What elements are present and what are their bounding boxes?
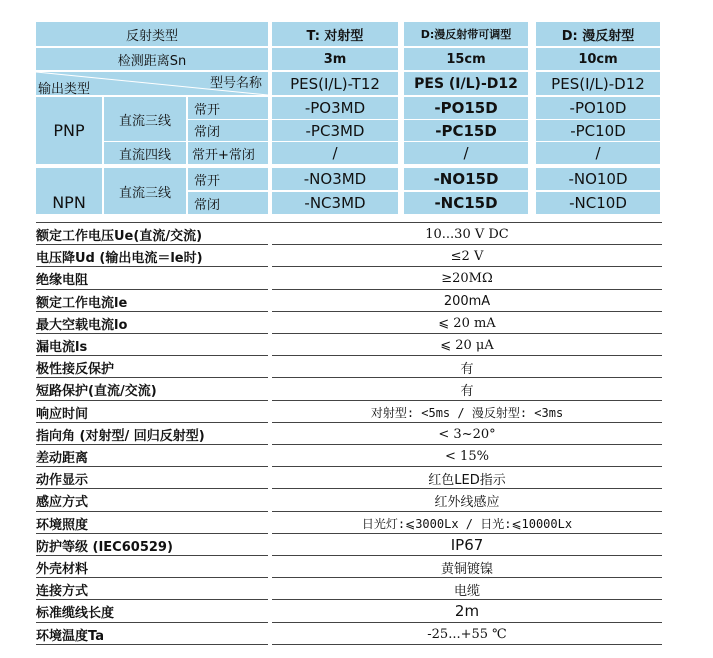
- col3-npn-nc-cell: [536, 192, 660, 214]
- col1-distance: 3m: [323, 51, 347, 67]
- col2-npn-nc: -NC15D: [434, 194, 498, 212]
- col1-npn-no-cell: [272, 168, 398, 190]
- pnp-dc3-cell: [104, 97, 186, 141]
- col1-pnp-dc4: /: [332, 144, 338, 162]
- spec-row: [36, 578, 662, 600]
- spec-value: 电缆: [453, 583, 480, 599]
- pnp-dc3-label: 直流三线: [118, 113, 171, 129]
- spec-name: 差动距离: [36, 450, 89, 466]
- col1-pnp-no: -PO3MD: [304, 99, 366, 117]
- pnp-label-cell: [36, 97, 102, 164]
- npn-no-cell: [188, 168, 268, 190]
- col2-type: D:漫反射带可调型: [420, 28, 512, 41]
- spec-value: < 3~20°: [438, 426, 496, 442]
- pnp-label: PNP: [53, 121, 85, 140]
- output-type-label: 输出类型: [38, 82, 91, 95]
- spec-row: [36, 245, 662, 267]
- spec-row: [36, 290, 662, 312]
- spec-row: [36, 445, 662, 467]
- spec-value: 红外线感应: [434, 494, 500, 510]
- type-label-cell: [36, 22, 268, 46]
- col1-npn-nc-cell: [272, 192, 398, 214]
- pnp-no-cell: [188, 97, 268, 119]
- spec-name: 指向角 (对射型/ 回归反射型): [36, 428, 205, 444]
- spec-name: 防护等级 (IEC60529): [36, 539, 173, 555]
- type-label: 反射类型: [125, 28, 178, 44]
- spec-value: -25...+55 ℃: [427, 626, 507, 642]
- spec-row: [36, 378, 662, 400]
- distance-label-cell: [36, 48, 268, 70]
- col1-pnp-nc-cell: [272, 120, 398, 141]
- npn-dc3-cell: [104, 168, 186, 214]
- spec-row: [36, 223, 662, 245]
- col3-pnp-no: -PO10D: [569, 99, 627, 117]
- spec-value: 有: [460, 383, 474, 399]
- spec-name: 环境温度Ta: [36, 628, 104, 644]
- col2-npn-no: -NO15D: [433, 170, 499, 188]
- col3-pnp-dc4-cell: [536, 142, 660, 164]
- col2-pnp-dc4: /: [463, 144, 469, 162]
- spec-row: [36, 423, 662, 445]
- spec-name: 极性接反保护: [36, 361, 115, 377]
- spec-value: 黄铜镀镍: [440, 561, 493, 577]
- output-model-header-cell: [36, 72, 268, 95]
- pnp-no-nc-cell: [188, 142, 268, 164]
- model-name-label: 型号名称: [209, 76, 262, 91]
- col2-distance-cell: [404, 48, 528, 70]
- spec-rule-left: [36, 644, 268, 645]
- spec-row: [36, 512, 662, 534]
- pnp-no-nc-label: 常开+常闭: [192, 147, 255, 163]
- col2-pnp-dc4-cell: [404, 142, 528, 164]
- pnp-nc-cell: [188, 120, 268, 141]
- col3-pnp-nc: -PC10D: [570, 121, 626, 140]
- spec-row: [36, 356, 662, 378]
- spec-name: 额定工作电流le: [36, 295, 128, 311]
- spec-name: 环境照度: [36, 517, 89, 533]
- col3-type: D: 漫反射型: [561, 28, 635, 44]
- spec-name: 动作显示: [36, 472, 89, 488]
- spec-name: 电压降Ud (输出电流＝le时): [36, 250, 203, 266]
- spec-value: 2m: [454, 602, 480, 620]
- npn-nc-label: 常闭: [194, 197, 221, 213]
- spec-name: 标准缆线长度: [36, 605, 115, 621]
- col1-pnp-dc4-cell: [272, 142, 398, 164]
- spec-name: 绝缘电阻: [36, 272, 89, 288]
- spec-value: 日光灯:⩽3000Lx / 日光:⩽10000Lx: [361, 516, 573, 531]
- col3-pnp-no-cell: [536, 97, 660, 119]
- spec-row: [36, 334, 662, 356]
- col3-distance: 10cm: [578, 51, 618, 67]
- col3-npn-nc: -NC10D: [569, 194, 627, 212]
- spec-name: 额定工作电压Ue(直流/交流): [36, 228, 203, 244]
- col1-npn-no: -NO3MD: [303, 170, 367, 188]
- spec-value: 有: [460, 361, 474, 377]
- col2-npn-no-cell: [404, 168, 528, 190]
- col2-model: PES (I/L)-D12: [414, 75, 518, 92]
- spec-row: [36, 401, 662, 423]
- npn-label: NPN: [52, 193, 86, 212]
- spec-rule-right: [272, 644, 662, 645]
- col1-type: T: 对射型: [306, 28, 364, 44]
- spec-row: [36, 600, 662, 622]
- col1-distance-cell: [272, 48, 398, 70]
- col2-type-cell: [404, 22, 528, 46]
- spec-row: [36, 556, 662, 578]
- spec-value: 10...30 V DC: [425, 226, 509, 242]
- spec-row: [36, 489, 662, 511]
- spec-value: 对射型: <5ms / 漫反射型: <3ms: [370, 405, 564, 420]
- spec-name: 短路保护(直流/交流): [36, 383, 157, 399]
- pnp-dc4-label: 直流四线: [118, 147, 171, 163]
- col3-npn-no: -NO10D: [568, 170, 628, 188]
- col3-pnp-nc-cell: [536, 120, 660, 141]
- pnp-no-label: 常开: [194, 102, 221, 118]
- col3-type-cell: [536, 22, 660, 46]
- spec-name: 响应时间: [36, 406, 89, 422]
- col1-pnp-nc: -PC3MD: [305, 121, 365, 140]
- spec-value: < 15%: [445, 448, 489, 464]
- spec-row: [36, 623, 662, 645]
- col1-npn-nc: -NC3MD: [304, 194, 366, 212]
- spec-name: 连接方式: [36, 583, 89, 599]
- col3-model: PES(I/L)-D12: [551, 74, 645, 93]
- spec-value: 200mA: [443, 293, 491, 309]
- col2-pnp-nc-cell: [404, 120, 528, 141]
- spec-name: 感应方式: [36, 494, 89, 510]
- col3-pnp-dc4: /: [595, 144, 601, 162]
- col1-type-cell: [272, 22, 398, 46]
- col2-pnp-no-cell: [404, 97, 528, 119]
- distance-label: 检测距离Sn: [117, 53, 187, 69]
- col1-pnp-no-cell: [272, 97, 398, 119]
- col2-npn-nc-cell: [404, 192, 528, 214]
- spec-name: 漏电流ls: [36, 339, 88, 355]
- col2-distance: 15cm: [446, 51, 486, 67]
- npn-dc3-label: 直流三线: [118, 185, 171, 201]
- col1-model-cell: [272, 72, 398, 95]
- spec-row: [36, 534, 662, 556]
- spec-name: 最大空载电流lo: [36, 317, 128, 333]
- npn-nc-cell: [188, 192, 268, 214]
- spec-value: ⩽ 20 mA: [438, 315, 496, 331]
- npn-no-label: 常开: [194, 173, 221, 189]
- pnp-nc-label: 常闭: [194, 125, 221, 140]
- npn-label-cell: [36, 168, 102, 214]
- spec-row: [36, 267, 662, 289]
- spec-row: [36, 312, 662, 334]
- col2-model-cell: [404, 72, 528, 95]
- spec-name: 外壳材料: [36, 561, 89, 577]
- spec-value: ⩽ 20 μA: [440, 337, 494, 353]
- spec-value: IP67: [450, 536, 484, 554]
- col3-npn-no-cell: [536, 168, 660, 190]
- col1-model: PES(I/L)-T12: [290, 74, 380, 93]
- col3-model-cell: [536, 72, 660, 95]
- pnp-dc4-cell: [104, 142, 186, 164]
- spec-value: ≤2 V: [450, 248, 484, 264]
- col3-distance-cell: [536, 48, 660, 70]
- col2-pnp-nc: -PC15D: [435, 121, 497, 140]
- spec-value: 红色LED指示: [428, 472, 506, 488]
- col2-pnp-no: -PO15D: [434, 99, 498, 117]
- spec-value: ≥20MΩ: [441, 270, 493, 286]
- spec-row: [36, 467, 662, 489]
